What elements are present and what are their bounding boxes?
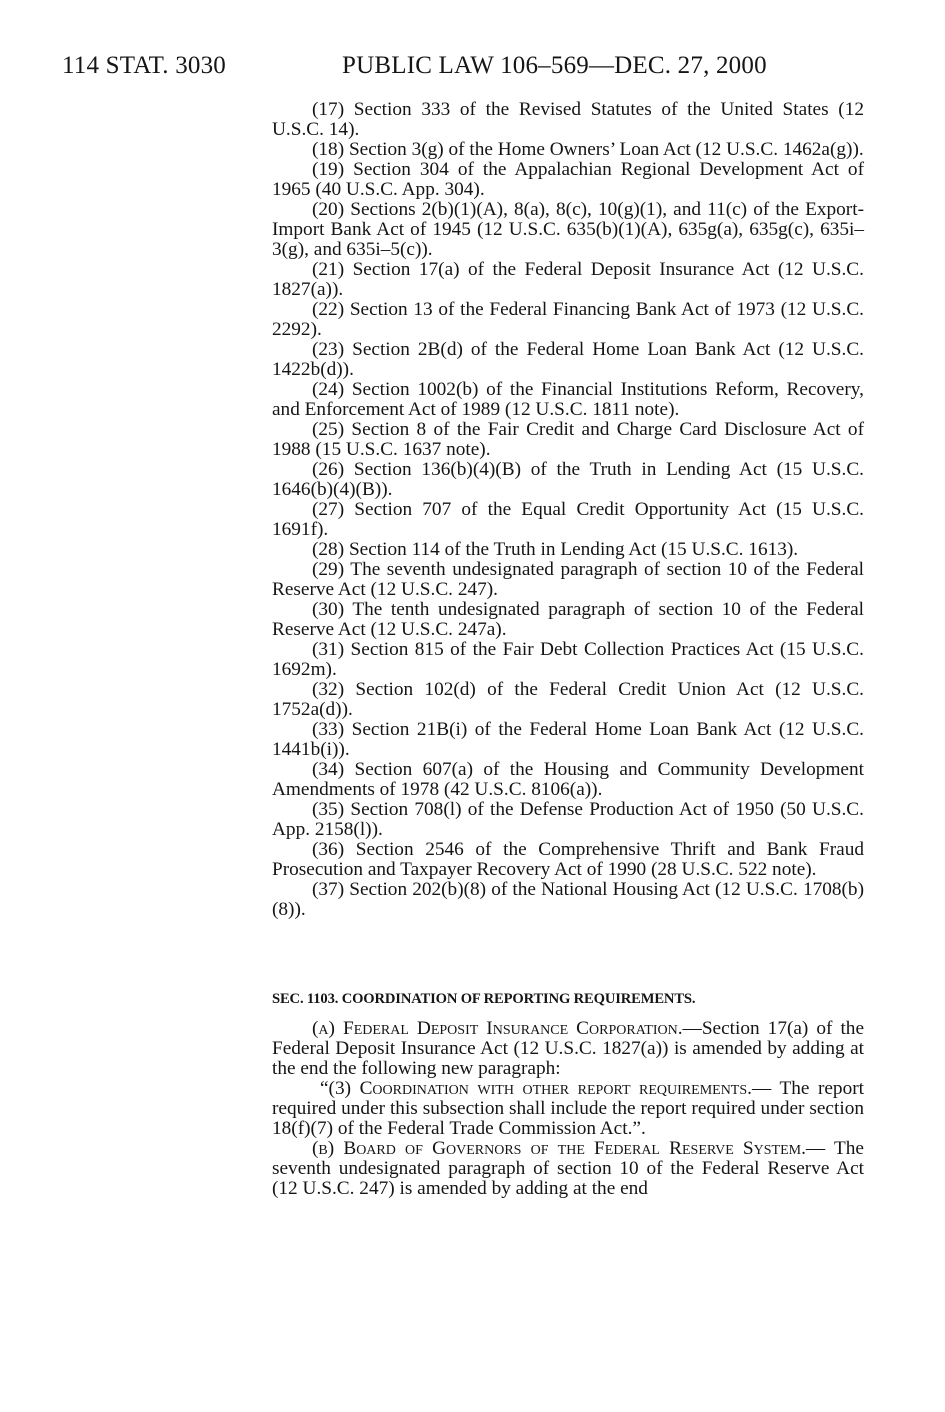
list-item: (34) Section 607(a) of the Housing and Community Development Amendments of 1978 (42 U.S.C. 8106(a)). [272,759,864,800]
list-item: (17) Section 333 of the Revised Statutes of the United States (12 U.S.C. 14). [272,99,864,140]
list-item: (29) The seventh undesignated paragraph of section 10 of the Federal Reserve Act (12 U.S.C. 247). [272,559,864,600]
list-item: (30) The tenth undesignated paragraph of section 10 of the Federal Reserve Act (12 U.S.C. 247a). [272,599,864,640]
list-item: (31) Section 815 of the Fair Debt Collection Practices Act (15 U.S.C. 1692m). [272,639,864,680]
subsection-a-text: Section 17(a) of the Federal Deposit Insurance Act (12 U.S.C. 1827(a)) is amended by adding at the end the following new paragraph: [272,1018,864,1079]
law-title-header: PUBLIC LAW 106–569—DEC. 27, 2000 [342,52,767,79]
section-body [272,1019,864,1199]
list-item: (21) Section 17(a) of the Federal Deposit Insurance Act (12 U.S.C. 1827(a)). [272,259,864,300]
list-item: (36) Section 2546 of the Comprehensive Thrift and Bank Fraud Prosecution and Taxpayer Recovery Act of 1990 (28 U.S.C. 522 note). [272,839,864,880]
subsection-a [272,1019,864,1079]
list-item: (18) Section 3(g) of the Home Owners’ Loan Act (12 U.S.C. 1462a(g)). [312,139,864,160]
list-item: (28) Section 114 of the Truth in Lending Act (15 U.S.C. 1613). [312,539,799,560]
inserted-paragraph [272,1079,864,1139]
section-heading: SEC. 1103. COORDINATION OF REPORTING REQUIREMENTS. [272,991,696,1007]
list-item: (22) Section 13 of the Federal Financing Bank Act of 1973 (12 U.S.C. 2292). [272,299,864,340]
list-item: (33) Section 21B(i) of the Federal Home Loan Bank Act (12 U.S.C. 1441b(i)). [272,719,864,760]
list-item: (32) Section 102(d) of the Federal Credit Union Act (12 U.S.C. 1752a(d)). [272,679,864,720]
list-item: (37) Section 202(b)(8) of the National Housing Act (12 U.S.C. 1708(b)(8)). [272,879,864,920]
list-item: (23) Section 2B(d) of the Federal Home Loan Bank Act (12 U.S.C. 1422b(d)). [272,339,864,380]
list-item: (35) Section 708(l) of the Defense Production Act of 1950 (50 U.S.C. App. 2158(l)). [272,799,864,840]
subsection-a-label: (a) Federal Deposit Insurance Corporation.— [312,1018,702,1039]
amended-provisions-list [272,100,864,920]
list-item: (19) Section 304 of the Appalachian Regional Development Act of 1965 (40 U.S.C. App. 304). [272,159,864,200]
list-item: (24) Section 1002(b) of the Financial Institutions Reform, Recovery, and Enforcement Act of 1989 (12 U.S.C. 1811 note). [272,379,864,420]
stat-page-number: 114 STAT. 3030 [62,52,226,79]
subsection-b-text: The seventh undesignated paragraph of section 10 of the Federal Reserve Act (12 U.S.C. 247) is amended by adding at the end [272,1138,864,1199]
list-item: (27) Section 707 of the Equal Credit Opportunity Act (15 U.S.C. 1691f). [272,499,864,540]
subsection-b [272,1139,864,1199]
list-item: (25) Section 8 of the Fair Credit and Charge Card Disclosure Act of 1988 (15 U.S.C. 1637 note). [272,419,864,460]
subsection-b-label: (b) Board of Governors of the Federal Reserve System.— [312,1138,826,1159]
list-item: (20) Sections 2(b)(1)(A), 8(a), 8(c), 10(g)(1), and 11(c) of the Export-Import Bank Act of 1945 (12 U.S.C. 635(b)(1)(A), 635g(a), 635g(c), 635i–3(g), and 635i–5(c)). [272,199,864,260]
inserted-paragraph-text: The report required under this subsection shall include the report required under section 18(f)(7) of the Federal Trade Commission Act.”. [272,1078,864,1139]
list-item: (26) Section 136(b)(4)(B) of the Truth in Lending Act (15 U.S.C. 1646(b)(4)(B)). [272,459,864,500]
inserted-paragraph-label: “(3) Coordination with other report requirements.— [320,1078,772,1099]
